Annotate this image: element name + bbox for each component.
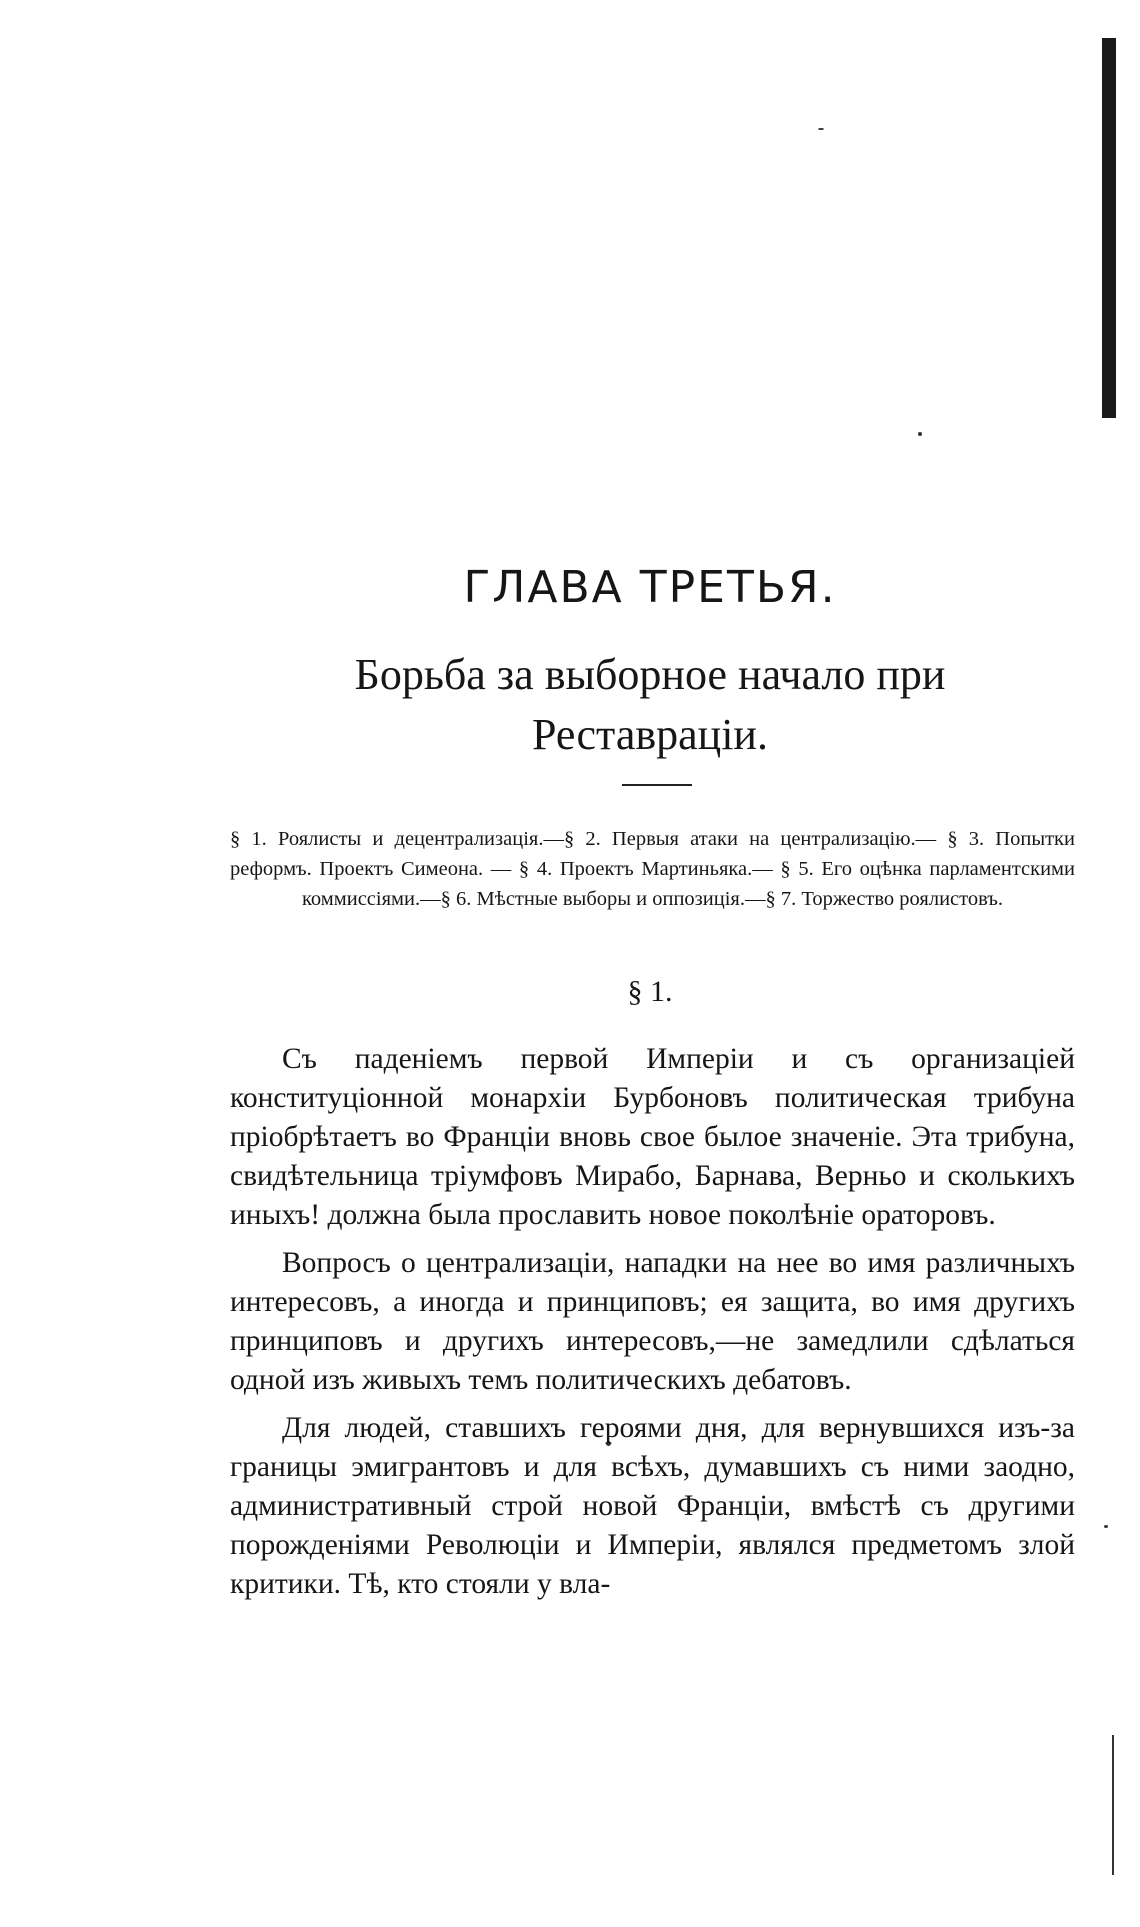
body-text [230, 1040, 1075, 1613]
chapter-summary: § 1. Роялисты и децентрализація.—§ 2. Первыя атаки на централизацію.— § 3. Попытки реформъ. Проектъ Симеона. — § 4. Проектъ Мартиньяка.— § 5. Его оцѣнка парламентскими коммиссіями.—§ 6. Мѣстные выборы и оппозиція.—§ 7. Торжество роялистовъ. [230, 828, 1075, 910]
chapter-subtitle-line-1: Борьба за выборное начало при [354, 650, 946, 699]
paragraph: Вопросъ о централизаціи, нападки на нее во имя различныхъ интересовъ, а иногда и принциповъ; ея защита, во имя другихъ принциповъ и другихъ интересовъ,—не замедлили сдѣлаться одной изъ живыхъ темъ политическихъ дебатовъ. [230, 1247, 1075, 1396]
paragraph: Для людей, ставшихъ героями дня, для вернувшихся изъ-за границы эмигрантовъ и для всѣхъ, думавшихъ съ ними заодно, административный строй новой Франціи, вмѣстѣ съ другими порожденіями Революціи и Имперіи, являлся предметомъ злой критики. Тѣ, кто стояли у вла- [230, 1412, 1075, 1600]
section-number: § 1. [627, 975, 673, 1008]
paragraph: Съ паденіемъ первой Имперіи и съ организаціей конституціонной монархіи Бурбоновъ политическая трибуна пріобрѣтаетъ во Франціи вновь свое былое значеніе. Эта трибуна, свидѣтельница тріумфовъ Мирабо, Барнава, Верньо и сколькихъ иныхъ! должна была прославить новое поколѣніе ораторовъ. [230, 1043, 1075, 1231]
divider-rule [622, 784, 692, 786]
scan-speck [818, 128, 824, 130]
scan-margin-bar [1102, 38, 1116, 418]
scan-speck [918, 432, 922, 436]
chapter-subtitle [230, 645, 1070, 765]
chapter-title: ГЛАВА ТРЕТЬЯ. [463, 562, 837, 613]
scan-margin-line [1112, 1735, 1114, 1875]
chapter-subtitle-line-2: Реставраціи. [532, 710, 768, 759]
scan-speck [1104, 1525, 1108, 1528]
